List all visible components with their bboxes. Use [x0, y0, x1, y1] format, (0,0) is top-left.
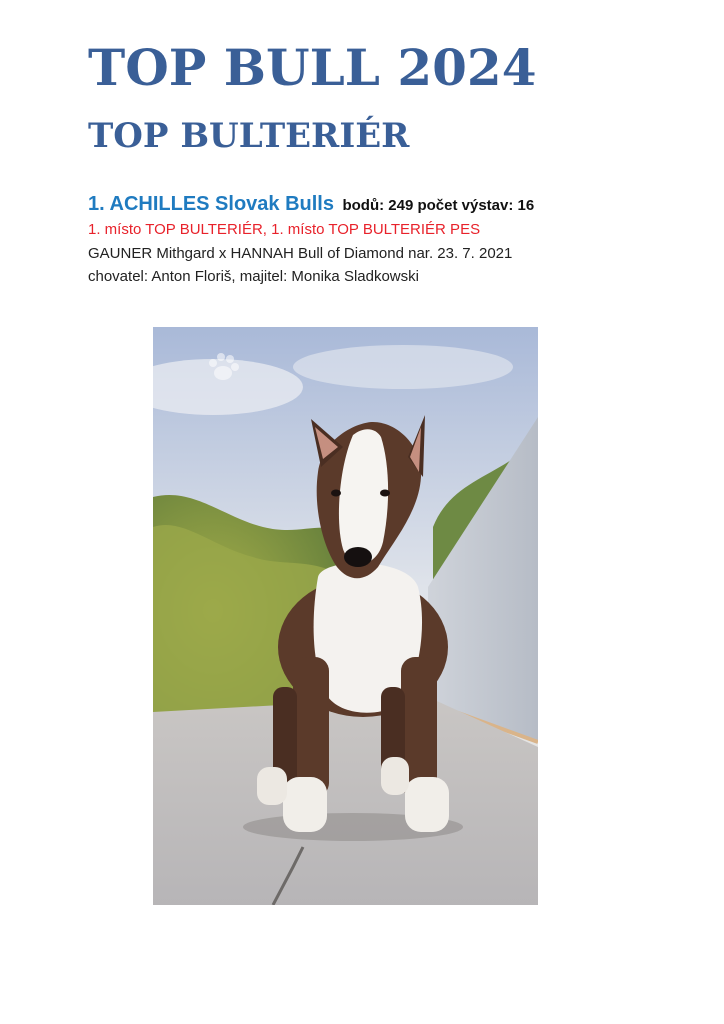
entry-breeder: chovatel: Anton Floriš, majitel: Monika Sladkowski: [88, 268, 419, 285]
entry-pedigree: GAUNER Mithgard x HANNAH Bull of Diamond nar. 23. 7. 2021: [88, 245, 513, 262]
entry-name: 1. ACHILLES Slovak Bulls: [88, 193, 334, 215]
entry-placement: 1. místo TOP BULTERIÉR, 1. místo TOP BULTERIÉR PES: [88, 221, 481, 238]
page-title: TOP BULL 2024: [88, 38, 537, 97]
entry-heading: [88, 190, 534, 220]
dog-photo-illustration: [153, 327, 538, 905]
entry-stats: bodů: 249 počet výstav: 16: [342, 197, 535, 214]
page-subtitle: TOP BULTERIÉR: [88, 116, 410, 156]
dog-photo: [153, 327, 538, 905]
